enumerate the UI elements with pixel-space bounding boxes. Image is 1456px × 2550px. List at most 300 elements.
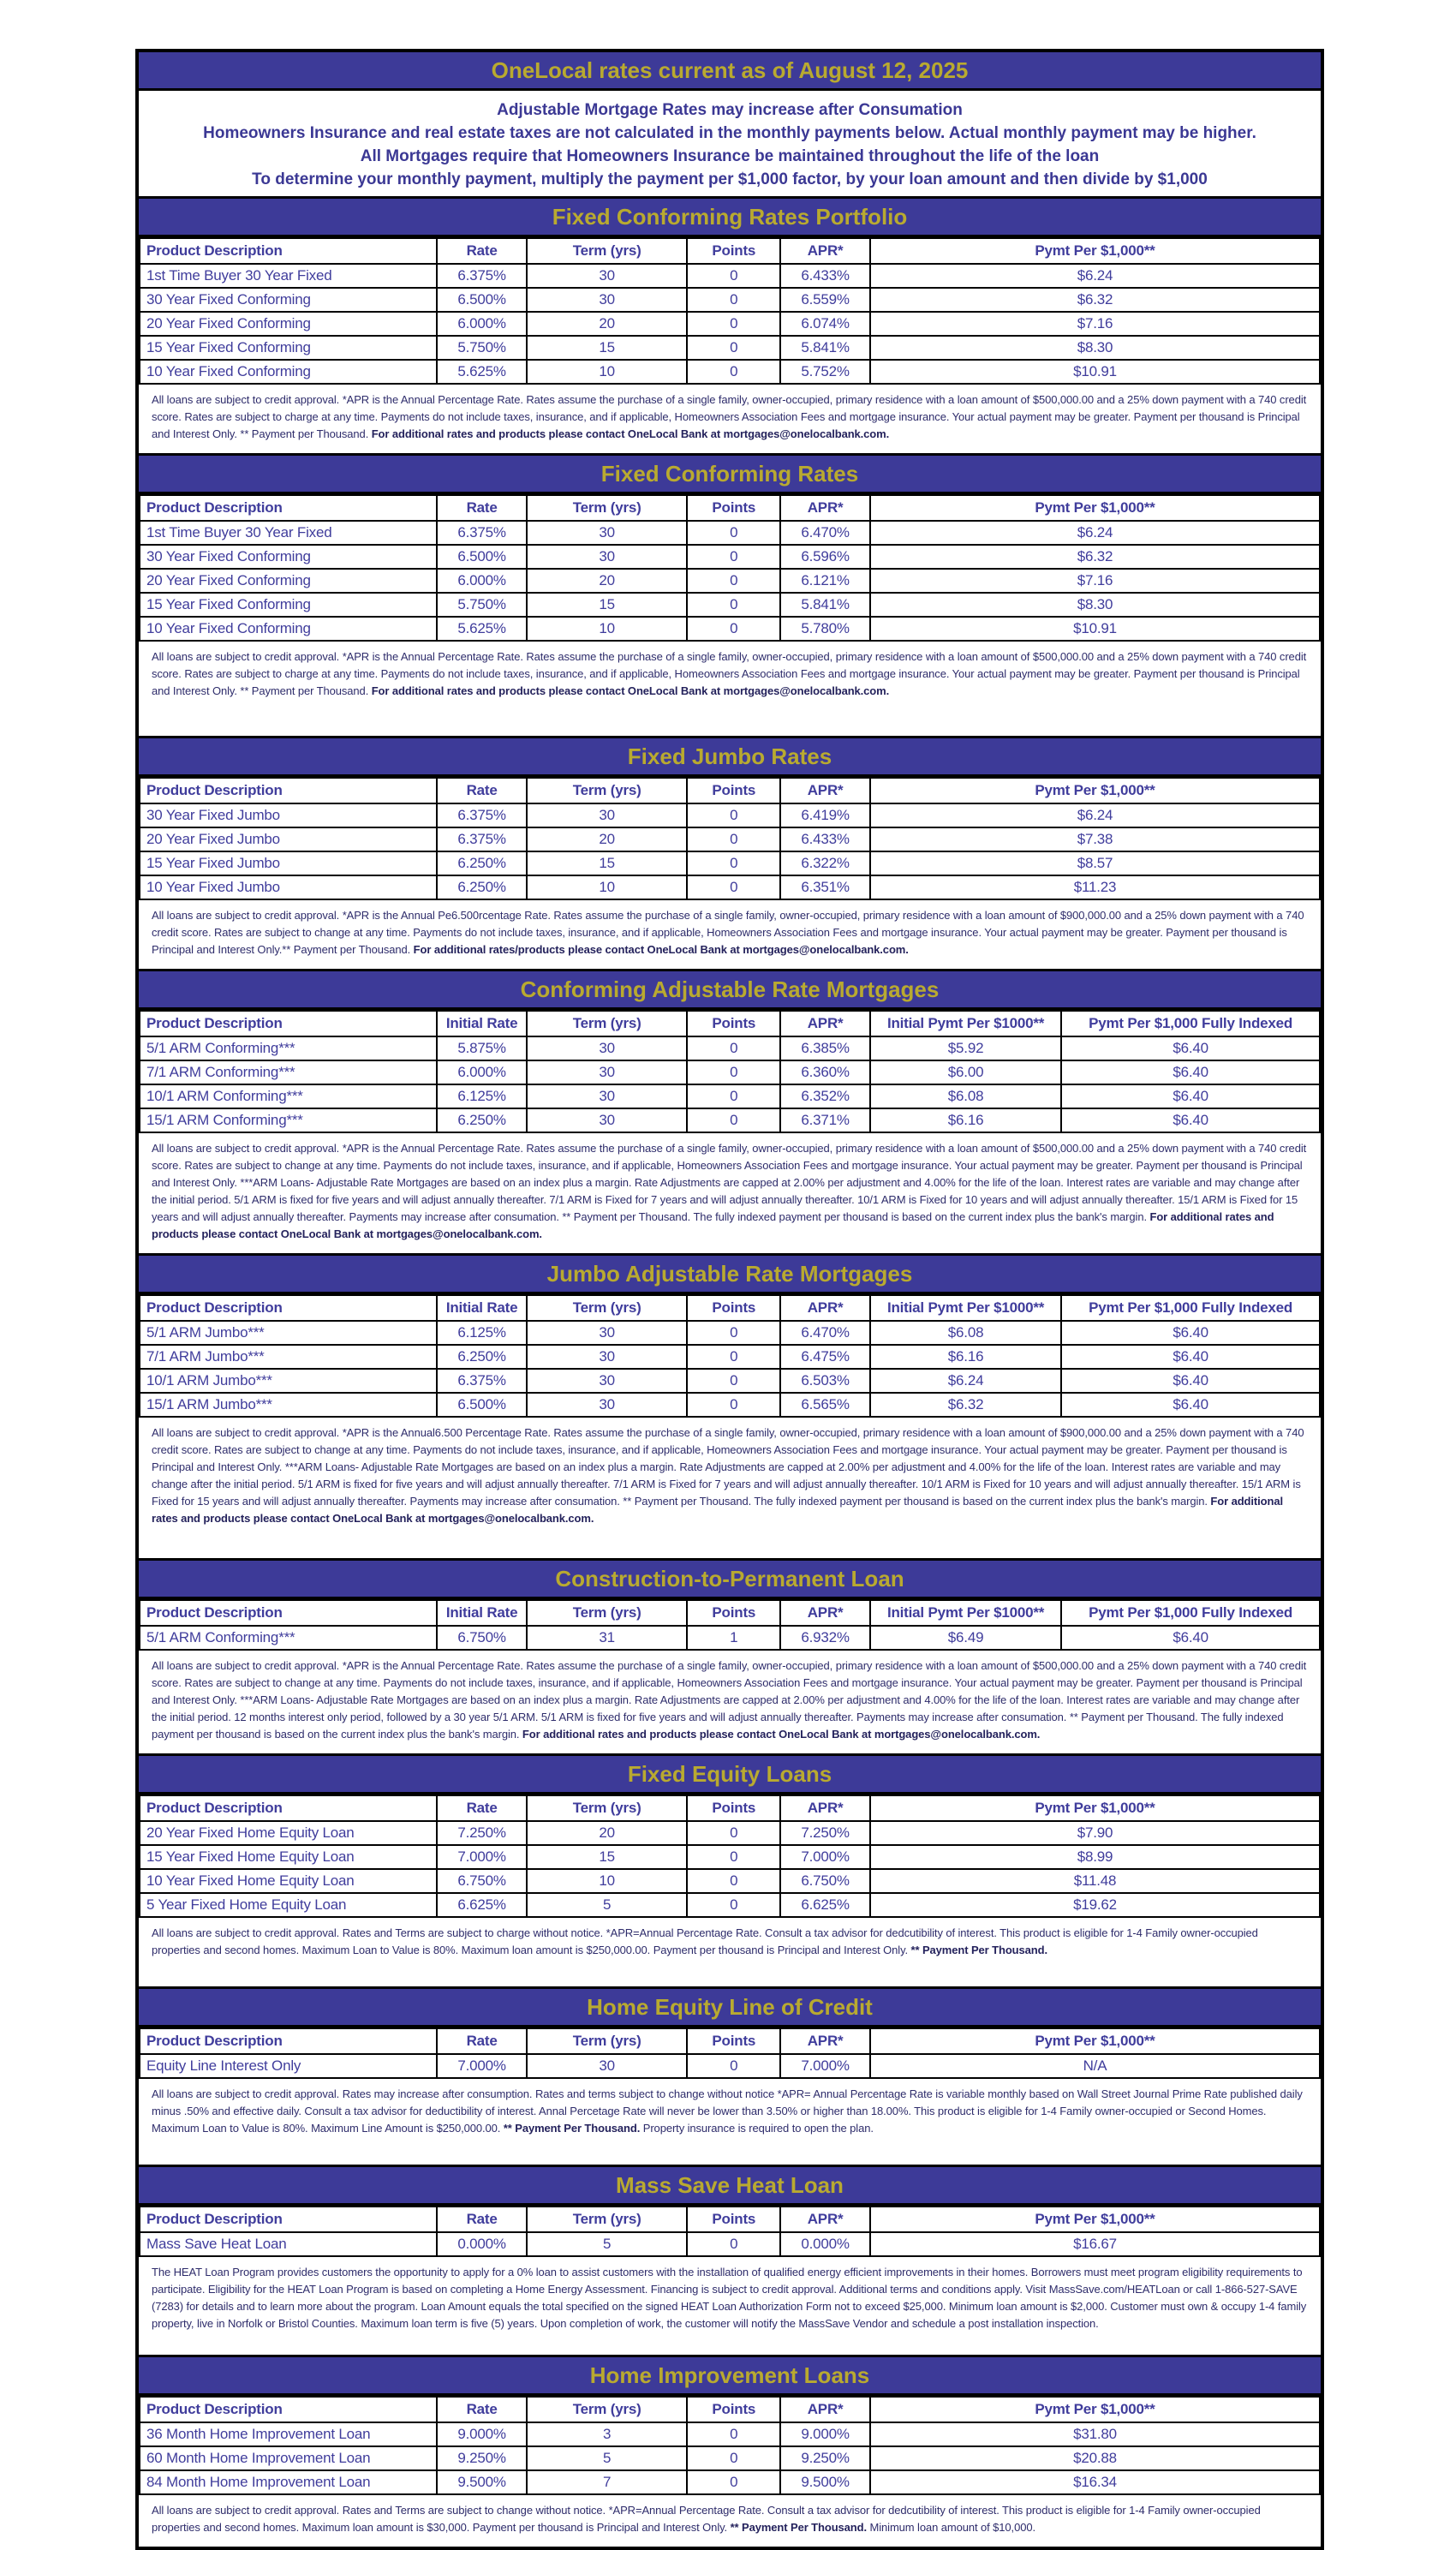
value-cell: 6.375% bbox=[437, 521, 527, 545]
value-cell: 6.500% bbox=[437, 288, 527, 312]
column-header: Term (yrs) bbox=[527, 1295, 687, 1321]
column-header: Initial Pymt Per $1000** bbox=[870, 1600, 1061, 1626]
value-cell: 6.596% bbox=[780, 545, 870, 569]
value-cell: 6.351% bbox=[780, 875, 870, 899]
value-cell: 5.625% bbox=[437, 360, 527, 384]
table-header-row bbox=[140, 2028, 1320, 2054]
rates-table bbox=[139, 1795, 1321, 1918]
value-cell: 30 bbox=[527, 1393, 687, 1417]
value-cell: 0 bbox=[687, 1036, 780, 1060]
section-heading: Jumbo Adjustable Rate Mortgages bbox=[139, 1253, 1321, 1294]
table-row bbox=[140, 1393, 1320, 1417]
column-header: Initial Pymt Per $1000** bbox=[870, 1011, 1061, 1036]
value-cell: 5.780% bbox=[780, 617, 870, 641]
disclaimer-text: All loans are subject to credit approval. Rates and Terms are subject to change without notice. *APR=Annual Percentage Rate. Consult a tax advisor for dedcutibility of interest. This product is eligible for 1-4 Family owner-occupied properties and second homes. Maximum loan amount is $30,000. Payment per thousand is Principal and Interest Only. bbox=[152, 2504, 1261, 2534]
section-heading: Home Improvement Loans bbox=[139, 2355, 1321, 2396]
table-row bbox=[140, 617, 1320, 641]
value-cell: 0 bbox=[687, 851, 780, 875]
disclaimer-text: Property insurance is required to open the plan. bbox=[640, 2122, 874, 2135]
product-cell: 20 Year Fixed Conforming bbox=[140, 569, 437, 593]
value-cell: 6.125% bbox=[437, 1084, 527, 1108]
value-cell: $6.40 bbox=[1061, 1626, 1320, 1650]
value-cell: 30 bbox=[527, 1369, 687, 1393]
section-9 bbox=[139, 2165, 1321, 2343]
section-heading: Fixed Conforming Rates Portfolio bbox=[139, 196, 1321, 237]
section-gap bbox=[139, 2147, 1321, 2165]
column-header: Product Description bbox=[140, 1011, 437, 1036]
rates-table bbox=[139, 1294, 1321, 1418]
value-cell: 6.625% bbox=[437, 1893, 527, 1917]
disclaimer-text: All loans are subject to credit approval. *APR is the Annual Percentage Rate. Rates assume the purchase of a single family, owner-occupied, primary residence with a loan amount of $500,000.00 and a 25% down payment with a 740 credit score. Rates are subject to charge at any time. Payments do not include taxes, insurance, and if applicable, Homeowners Association Fees and mortgage insurance. Your actual payment may be greater. Payment per thousand is Principal and Interest Only. ** Payment per Thousand. bbox=[152, 650, 1307, 697]
value-cell: 0 bbox=[687, 2422, 780, 2446]
table-row bbox=[140, 336, 1320, 360]
value-cell: 15 bbox=[527, 336, 687, 360]
table-row bbox=[140, 851, 1320, 875]
value-cell: 0 bbox=[687, 1369, 780, 1393]
product-cell: 20 Year Fixed Home Equity Loan bbox=[140, 1821, 437, 1845]
value-cell: 31 bbox=[527, 1626, 687, 1650]
column-header: Pymt Per $1,000** bbox=[870, 2397, 1320, 2422]
disclaimer-bold-text: ** Payment Per Thousand. bbox=[730, 2521, 867, 2534]
table-row bbox=[140, 2446, 1320, 2470]
table-header-row bbox=[140, 778, 1320, 803]
value-cell: 30 bbox=[527, 521, 687, 545]
title-band bbox=[139, 52, 1321, 91]
column-header: Product Description bbox=[140, 238, 437, 264]
table-row bbox=[140, 1845, 1320, 1869]
value-cell: 0 bbox=[687, 1821, 780, 1845]
disclaimer-bold-text: For additional rates and products please contact OneLocal Bank at mortgages@onelocalbank.com. bbox=[152, 1210, 1274, 1240]
product-cell: 10/1 ARM Jumbo*** bbox=[140, 1369, 437, 1393]
table-row bbox=[140, 1060, 1320, 1084]
column-header: APR* bbox=[780, 1295, 870, 1321]
value-cell: $6.32 bbox=[870, 288, 1320, 312]
value-cell: 30 bbox=[527, 264, 687, 288]
table-header-row bbox=[140, 1600, 1320, 1626]
rates-table bbox=[139, 2027, 1321, 2079]
product-cell: 10/1 ARM Conforming*** bbox=[140, 1084, 437, 1108]
value-cell: $7.16 bbox=[870, 312, 1320, 336]
column-header: Product Description bbox=[140, 2207, 437, 2232]
value-cell: 5 bbox=[527, 2446, 687, 2470]
product-cell: 15 Year Fixed Conforming bbox=[140, 336, 437, 360]
product-cell: 5/1 ARM Conforming*** bbox=[140, 1036, 437, 1060]
table-row bbox=[140, 2422, 1320, 2446]
value-cell: $19.62 bbox=[870, 1893, 1320, 1917]
table-row bbox=[140, 2232, 1320, 2256]
value-cell: 9.000% bbox=[780, 2422, 870, 2446]
value-cell: 6.371% bbox=[780, 1108, 870, 1132]
value-cell: $16.67 bbox=[870, 2232, 1320, 2256]
table-header-row bbox=[140, 1295, 1320, 1321]
disclaimer bbox=[139, 2079, 1321, 2147]
table-row bbox=[140, 1321, 1320, 1345]
column-header: Term (yrs) bbox=[527, 495, 687, 521]
column-header: APR* bbox=[780, 778, 870, 803]
value-cell: 30 bbox=[527, 288, 687, 312]
value-cell: $6.24 bbox=[870, 264, 1320, 288]
value-cell: 10 bbox=[527, 360, 687, 384]
section-heading: Home Equity Line of Credit bbox=[139, 1986, 1321, 2027]
product-cell: 15/1 ARM Jumbo*** bbox=[140, 1393, 437, 1417]
product-cell: 20 Year Fixed Conforming bbox=[140, 312, 437, 336]
product-cell: 30 Year Fixed Jumbo bbox=[140, 803, 437, 827]
value-cell: 20 bbox=[527, 569, 687, 593]
disclaimer-text: All loans are subject to credit approval. *APR is the Annual Pe6.500rcentage Rate. Rates assume the purchase of a single family, owner-occupied, primary residence with a loan amount of $900,000.00 and a 25% down payment with a 740 credit score. Rates are subject to change at any time. Payments do not include taxes, insurance, and if applicable, Homeowners Association Fees and mortgage insurance. Your actual payment may be greater. Payment per thousand is Principal and Interest Only.** Payment per Thousand. bbox=[152, 909, 1304, 956]
value-cell: 6.475% bbox=[780, 1345, 870, 1369]
section-7 bbox=[139, 1753, 1321, 1969]
column-header: APR* bbox=[780, 1600, 870, 1626]
section-5 bbox=[139, 1253, 1321, 1538]
product-cell: 20 Year Fixed Jumbo bbox=[140, 827, 437, 851]
product-cell: 7/1 ARM Conforming*** bbox=[140, 1060, 437, 1084]
product-cell: 10 Year Fixed Conforming bbox=[140, 360, 437, 384]
column-header: Product Description bbox=[140, 1795, 437, 1821]
value-cell: $6.32 bbox=[870, 1393, 1061, 1417]
value-cell: 1 bbox=[687, 1626, 780, 1650]
value-cell: 6.500% bbox=[437, 545, 527, 569]
product-cell: Mass Save Heat Loan bbox=[140, 2232, 437, 2256]
value-cell: 0 bbox=[687, 312, 780, 336]
value-cell: 5.841% bbox=[780, 336, 870, 360]
table-row bbox=[140, 521, 1320, 545]
section-gap bbox=[139, 710, 1321, 736]
disclaimer bbox=[139, 2495, 1321, 2547]
value-cell: 10 bbox=[527, 617, 687, 641]
value-cell: 0 bbox=[687, 875, 780, 899]
value-cell: $6.49 bbox=[870, 1626, 1061, 1650]
rates-table bbox=[139, 237, 1321, 385]
column-header: Rate bbox=[437, 495, 527, 521]
disclaimer bbox=[139, 1651, 1321, 1753]
column-header: Product Description bbox=[140, 1600, 437, 1626]
value-cell: 0.000% bbox=[437, 2232, 527, 2256]
value-cell: 5 bbox=[527, 1893, 687, 1917]
section-gap bbox=[139, 2343, 1321, 2355]
rates-table bbox=[139, 494, 1321, 642]
column-header: Points bbox=[687, 1011, 780, 1036]
value-cell: 0 bbox=[687, 1845, 780, 1869]
column-header: Product Description bbox=[140, 2397, 437, 2422]
column-header: Term (yrs) bbox=[527, 2397, 687, 2422]
value-cell: 0 bbox=[687, 264, 780, 288]
column-header: Term (yrs) bbox=[527, 1600, 687, 1626]
column-header: Points bbox=[687, 238, 780, 264]
product-cell: 15/1 ARM Conforming*** bbox=[140, 1108, 437, 1132]
value-cell: 30 bbox=[527, 1345, 687, 1369]
disclaimer-bold-text: For additional rates and products please contact OneLocal Bank at mortgages@onelocalbank.com. bbox=[368, 684, 890, 697]
disclaimer-text: Minimum loan amount of $10,000. bbox=[867, 2521, 1035, 2534]
table-row bbox=[140, 288, 1320, 312]
disclaimer bbox=[139, 385, 1321, 453]
column-header: Term (yrs) bbox=[527, 2207, 687, 2232]
value-cell: 0 bbox=[687, 617, 780, 641]
value-cell: 0 bbox=[687, 336, 780, 360]
value-cell: 0 bbox=[687, 2232, 780, 2256]
value-cell: 6.375% bbox=[437, 1369, 527, 1393]
column-header: Initial Rate bbox=[437, 1011, 527, 1036]
column-header: Rate bbox=[437, 1795, 527, 1821]
section-heading: Fixed Conforming Rates bbox=[139, 453, 1321, 494]
column-header: Initial Rate bbox=[437, 1600, 527, 1626]
value-cell: 6.125% bbox=[437, 1321, 527, 1345]
disclaimer bbox=[139, 1418, 1321, 1538]
column-header: Rate bbox=[437, 2028, 527, 2054]
product-cell: 15 Year Fixed Jumbo bbox=[140, 851, 437, 875]
value-cell: 7.000% bbox=[780, 1845, 870, 1869]
product-cell: 15 Year Fixed Conforming bbox=[140, 593, 437, 617]
value-cell: 6.000% bbox=[437, 312, 527, 336]
value-cell: $6.08 bbox=[870, 1321, 1061, 1345]
value-cell: 15 bbox=[527, 1845, 687, 1869]
column-header: Term (yrs) bbox=[527, 1795, 687, 1821]
product-cell: 36 Month Home Improvement Loan bbox=[140, 2422, 437, 2446]
product-cell: 84 Month Home Improvement Loan bbox=[140, 2470, 437, 2494]
table-row bbox=[140, 1626, 1320, 1650]
disclaimer-bold-text: ** Payment Per Thousand. bbox=[503, 2122, 641, 2135]
value-cell: 6.565% bbox=[780, 1393, 870, 1417]
disclaimer-text: All loans are subject to credit approval. *APR is the Annual Percentage Rate. Rates assume the purchase of a single family, owner-occupied, primary residence with a loan amount of $500,000.00 and a 25% down payment with a 740 credit score. Rates are subject to charge at any time. Payments do not include taxes, insurance, and if applicable, Homeowners Association Fees and mortgage insurance. Your actual payment may be greater. Payment per thousand is Principal and Interest Only. ** Payment per Thousand. bbox=[152, 393, 1307, 440]
value-cell: 0 bbox=[687, 288, 780, 312]
product-cell: 60 Month Home Improvement Loan bbox=[140, 2446, 437, 2470]
value-cell: $10.91 bbox=[870, 360, 1320, 384]
value-cell: 6.000% bbox=[437, 569, 527, 593]
column-header: APR* bbox=[780, 238, 870, 264]
value-cell: 6.360% bbox=[780, 1060, 870, 1084]
column-header: Rate bbox=[437, 2397, 527, 2422]
value-cell: 5.625% bbox=[437, 617, 527, 641]
value-cell: $7.38 bbox=[870, 827, 1320, 851]
table-header-row bbox=[140, 238, 1320, 264]
value-cell: $16.34 bbox=[870, 2470, 1320, 2494]
value-cell: 6.250% bbox=[437, 1108, 527, 1132]
column-header: Initial Pymt Per $1000** bbox=[870, 1295, 1061, 1321]
value-cell: 0 bbox=[687, 593, 780, 617]
value-cell: 0 bbox=[687, 545, 780, 569]
value-cell: 6.932% bbox=[780, 1626, 870, 1650]
column-header: Points bbox=[687, 1795, 780, 1821]
section-4 bbox=[139, 969, 1321, 1253]
column-header: Pymt Per $1,000** bbox=[870, 2207, 1320, 2232]
rate-sheet-document bbox=[135, 49, 1324, 2550]
value-cell: 15 bbox=[527, 593, 687, 617]
value-cell: 0 bbox=[687, 2054, 780, 2078]
value-cell: 0 bbox=[687, 1060, 780, 1084]
rates-table bbox=[139, 1010, 1321, 1133]
value-cell: 0 bbox=[687, 1345, 780, 1369]
table-row bbox=[140, 1369, 1320, 1393]
value-cell: 0 bbox=[687, 1084, 780, 1108]
table-row bbox=[140, 545, 1320, 569]
column-header: Pymt Per $1,000** bbox=[870, 778, 1320, 803]
table-row bbox=[140, 1084, 1320, 1108]
column-header: APR* bbox=[780, 495, 870, 521]
note-line-3: All Mortgages require that Homeowners Insurance be maintained throughout the life of the loan bbox=[360, 147, 1100, 165]
section-heading: Fixed Equity Loans bbox=[139, 1753, 1321, 1795]
table-row bbox=[140, 360, 1320, 384]
product-cell: 10 Year Fixed Jumbo bbox=[140, 875, 437, 899]
table-row bbox=[140, 1108, 1320, 1132]
section-heading: Conforming Adjustable Rate Mortgages bbox=[139, 969, 1321, 1010]
section-heading: Fixed Jumbo Rates bbox=[139, 736, 1321, 777]
value-cell: $6.40 bbox=[1061, 1321, 1320, 1345]
value-cell: 9.250% bbox=[437, 2446, 527, 2470]
disclaimer bbox=[139, 1918, 1321, 1969]
column-header: Term (yrs) bbox=[527, 238, 687, 264]
column-header: Product Description bbox=[140, 2028, 437, 2054]
rates-table bbox=[139, 777, 1321, 900]
product-cell: 15 Year Fixed Home Equity Loan bbox=[140, 1845, 437, 1869]
value-cell: 0 bbox=[687, 827, 780, 851]
value-cell: 9.500% bbox=[780, 2470, 870, 2494]
column-header: Product Description bbox=[140, 778, 437, 803]
value-cell: 0.000% bbox=[780, 2232, 870, 2256]
value-cell: 6.375% bbox=[437, 827, 527, 851]
column-header: Points bbox=[687, 778, 780, 803]
section-10 bbox=[139, 2355, 1321, 2547]
column-header: APR* bbox=[780, 2397, 870, 2422]
column-header: Rate bbox=[437, 2207, 527, 2232]
column-header: Pymt Per $1,000** bbox=[870, 238, 1320, 264]
value-cell: 7.000% bbox=[780, 2054, 870, 2078]
rates-table bbox=[139, 2396, 1321, 2495]
disclaimer-text: All loans are subject to credit approval. Rates and Terms are subject to charge without notice. *APR=Annual Percentage Rate. Consult a tax advisor for dedcutibility of interest. This product is eligible for 1-4 Family owner-occupied properties and second homes. Maximum Loan to Value is 80%. Maximum loan amount is $250,000.00. Payment per thousand is Principal and Interest Only. bbox=[152, 1926, 1258, 1956]
value-cell: $6.40 bbox=[1061, 1393, 1320, 1417]
column-header: Term (yrs) bbox=[527, 1011, 687, 1036]
value-cell: 0 bbox=[687, 2470, 780, 2494]
value-cell: $20.88 bbox=[870, 2446, 1320, 2470]
value-cell: $6.24 bbox=[870, 803, 1320, 827]
header-notes bbox=[139, 91, 1321, 196]
value-cell: 7.250% bbox=[780, 1821, 870, 1845]
value-cell: $31.80 bbox=[870, 2422, 1320, 2446]
table-row bbox=[140, 803, 1320, 827]
value-cell: 0 bbox=[687, 1869, 780, 1893]
column-header: Product Description bbox=[140, 495, 437, 521]
table-row bbox=[140, 1036, 1320, 1060]
value-cell: 9.000% bbox=[437, 2422, 527, 2446]
disclaimer-text: All loans are subject to credit approval. Rates may increase after consumption. Rates and terms subject to change without notice *APR= Annual Percentage Rate is variable monthly based on Wall Street Journal Prime Rate published daily minus .50% and effective daily. Consult a tax advisor for deductibility of interest. Annal Percetage Rate will never be lower than 3.50% or higher than 18.00%. This product is eligible for 1-4 Family owner-occupied or Second Homes. Maximum Loan to Value is 80%. Maximum Line Amount is $250,000.00. bbox=[152, 2087, 1303, 2135]
table-row bbox=[140, 1821, 1320, 1845]
value-cell: 6.750% bbox=[780, 1869, 870, 1893]
value-cell: 0 bbox=[687, 803, 780, 827]
value-cell: 6.470% bbox=[780, 1321, 870, 1345]
page-title: OneLocal rates current as of August 12, 2025 bbox=[491, 57, 969, 83]
rates-table bbox=[139, 1599, 1321, 1651]
value-cell: $6.32 bbox=[870, 545, 1320, 569]
value-cell: $6.40 bbox=[1061, 1084, 1320, 1108]
value-cell: $6.16 bbox=[870, 1108, 1061, 1132]
value-cell: $6.16 bbox=[870, 1345, 1061, 1369]
value-cell: 30 bbox=[527, 1084, 687, 1108]
column-header: APR* bbox=[780, 1795, 870, 1821]
value-cell: $11.23 bbox=[870, 875, 1320, 899]
section-8 bbox=[139, 1986, 1321, 2147]
table-header-row bbox=[140, 2207, 1320, 2232]
value-cell: 6.074% bbox=[780, 312, 870, 336]
value-cell: 10 bbox=[527, 875, 687, 899]
column-header: Points bbox=[687, 2397, 780, 2422]
section-1 bbox=[139, 196, 1321, 453]
product-cell: 5/1 ARM Jumbo*** bbox=[140, 1321, 437, 1345]
value-cell: 0 bbox=[687, 521, 780, 545]
table-row bbox=[140, 569, 1320, 593]
value-cell: 5.841% bbox=[780, 593, 870, 617]
value-cell: 15 bbox=[527, 851, 687, 875]
column-header: Points bbox=[687, 1295, 780, 1321]
product-cell: 7/1 ARM Jumbo*** bbox=[140, 1345, 437, 1369]
value-cell: 6.385% bbox=[780, 1036, 870, 1060]
value-cell: N/A bbox=[870, 2054, 1320, 2078]
note-line-2: Homeowners Insurance and real estate taxes are not calculated in the monthly payments below. Actual monthly payment may be higher. bbox=[203, 124, 1256, 142]
value-cell: $8.30 bbox=[870, 593, 1320, 617]
column-header: Points bbox=[687, 2028, 780, 2054]
section-gap bbox=[139, 1538, 1321, 1558]
value-cell: 30 bbox=[527, 1060, 687, 1084]
section-3 bbox=[139, 736, 1321, 969]
disclaimer-bold-text: For additional rates and products please contact OneLocal Bank at mortgages@onelocalbank.com. bbox=[152, 1495, 1283, 1525]
disclaimer bbox=[139, 2257, 1321, 2343]
section-heading: Mass Save Heat Loan bbox=[139, 2165, 1321, 2206]
section-gap bbox=[139, 1969, 1321, 1986]
value-cell: 6.375% bbox=[437, 264, 527, 288]
disclaimer bbox=[139, 642, 1321, 710]
disclaimer-bold-text: For additional rates and products please contact OneLocal Bank at mortgages@onelocalbank.com. bbox=[519, 1728, 1041, 1741]
value-cell: 0 bbox=[687, 1108, 780, 1132]
value-cell: 5.750% bbox=[437, 336, 527, 360]
value-cell: $6.40 bbox=[1061, 1345, 1320, 1369]
product-cell: 5/1 ARM Conforming*** bbox=[140, 1626, 437, 1650]
table-header-row bbox=[140, 2397, 1320, 2422]
value-cell: 30 bbox=[527, 1321, 687, 1345]
value-cell: $11.48 bbox=[870, 1869, 1320, 1893]
value-cell: 30 bbox=[527, 1036, 687, 1060]
column-header: Product Description bbox=[140, 1295, 437, 1321]
disclaimer-bold-text: For additional rates/products please contact OneLocal Bank at mortgages@onelocalbank.com. bbox=[410, 943, 909, 956]
section-2 bbox=[139, 453, 1321, 710]
column-header: Pymt Per $1,000** bbox=[870, 2028, 1320, 2054]
value-cell: 0 bbox=[687, 1321, 780, 1345]
column-header: Points bbox=[687, 1600, 780, 1626]
value-cell: 20 bbox=[527, 312, 687, 336]
note-line-1: Adjustable Mortgage Rates may increase after Consumation bbox=[497, 101, 963, 119]
value-cell: 6.433% bbox=[780, 827, 870, 851]
value-cell: 7.250% bbox=[437, 1821, 527, 1845]
product-cell: 5 Year Fixed Home Equity Loan bbox=[140, 1893, 437, 1917]
disclaimer-text: All loans are subject to credit approval. *APR is the Annual Percentage Rate. Rates assume the purchase of a single family, owner-occupied, primary residence with a loan amount of $500,000.00 and a 25% down payment with a 740 credit score. Rates are subject to change at any time. Payments do not include taxes, insurance, and if applicable, Homeowners Association Fees and mortgage insurance. Your actual payment may be greater. Payment per thousand is Principal and Interest Only. ***ARM Loans- Adjustable Rate Mortgages are based on an index plus a margin. Rate Adjustments are capped at 2.00% per adjustment and 4.00% for the life of the loan. Interest rates are variable and may change after the initial period. 12 months interest only period, followed by a 30 year 5/1 ARM. 5/1 ARM is fixed for five years and will adjust annually thereafter. Payments may increase after consumation. ** Payment per Thousand. The fully indexed payment per thousand is based on the current index plus the bank's margin. bbox=[152, 1659, 1307, 1741]
sections-container bbox=[139, 196, 1321, 2547]
value-cell: $6.24 bbox=[870, 521, 1320, 545]
value-cell: 30 bbox=[527, 2054, 687, 2078]
value-cell: 7.000% bbox=[437, 2054, 527, 2078]
value-cell: 6.000% bbox=[437, 1060, 527, 1084]
value-cell: 30 bbox=[527, 1108, 687, 1132]
column-header: Initial Rate bbox=[437, 1295, 527, 1321]
value-cell: 6.352% bbox=[780, 1084, 870, 1108]
disclaimer-text: All loans are subject to credit approval. *APR is the Annual6.500 Percentage Rate. Rates assume the purchase of a single family, owner-occupied, primary residence with a loan amount of $900,000.00 and a 25% down payment with a 740 credit score. Rates are subject to change at any time. Payments do not include taxes, insurance, and if applicable, Homeowners Association Fees and mortgage insurance. Your actual payment may be greater. Payment per thousand is Principal and Interest Only. ***ARM Loans- Adjustable Rate Mortgages are based on an index plus a margin. Rate Adjustments are capped at 2.00% per adjustment and 4.00% for the life of the loan. Interest rates are variable and may change after the initial period. 5/1 ARM is fixed for five years and will adjust annually thereafter. 7/1 ARM is Fixed for 7 years and will adjust annually thereafter. 10/1 ARM is Fixed for 10 years and will adjust annually thereafter. 15/1 ARM is Fixed for 15 years and will adjust annually thereafter. Payments may increase after consumation. ** Payment per Thousand. The fully indexed payment per thousand is based on the current index plus the bank's margin. bbox=[152, 1426, 1304, 1508]
rates-table bbox=[139, 2206, 1321, 2257]
column-header: Pymt Per $1,000** bbox=[870, 1795, 1320, 1821]
column-header: APR* bbox=[780, 2207, 870, 2232]
disclaimer-bold-text: ** Payment Per Thousand. bbox=[910, 1944, 1047, 1956]
value-cell: 0 bbox=[687, 2446, 780, 2470]
value-cell: $5.92 bbox=[870, 1036, 1061, 1060]
value-cell: $6.40 bbox=[1061, 1036, 1320, 1060]
column-header: Rate bbox=[437, 778, 527, 803]
value-cell: 6.250% bbox=[437, 875, 527, 899]
product-cell: 30 Year Fixed Conforming bbox=[140, 545, 437, 569]
column-header: Pymt Per $1,000 Fully Indexed bbox=[1061, 1295, 1320, 1321]
